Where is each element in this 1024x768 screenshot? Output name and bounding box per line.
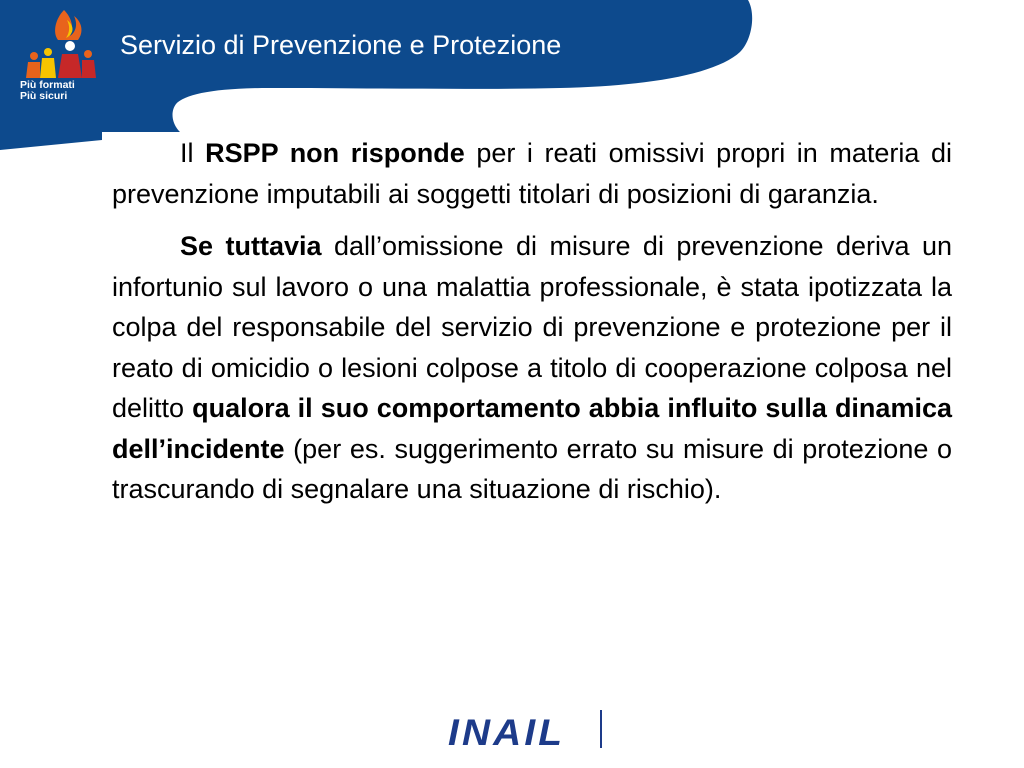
p2-rest: (per es. suggerimento errato su misure di protezione o trascurando di segnalare una situazione di rischio). <box>112 433 952 504</box>
p2-lead: Se tuttavia <box>180 231 322 261</box>
page-title: Servizio di Prevenzione e Protezione <box>120 30 562 60</box>
logo-caption-line1: Più formati <box>20 79 75 91</box>
logo-caption-line2: Più sicuri <box>20 90 68 102</box>
footer-divider <box>600 710 602 748</box>
p2-text: dall’omissione di misure di prevenzione deriva un infortunio sul lavoro o una malattia professionale, è stata ipotizzata la colpa del responsabile del servizio di prevenzione e protezione per il reato di omicidio o lesioni colpose a titolo di cooperazione colposa nel delitto <box>112 231 952 423</box>
p1-intro: Il <box>180 138 206 168</box>
slide-body <box>112 133 952 510</box>
logo-caption <box>20 80 110 102</box>
p2-emphasis: qualora il suo comportamento abbia influito sulla dinamica dell’incidente <box>112 393 952 464</box>
paragraph-2 <box>112 226 952 510</box>
paragraph-1 <box>112 133 952 214</box>
p1-rest: per i reati omissivi propri in materia di prevenzione imputabili ai soggetti titolari di posizioni di garanzia. <box>112 138 952 209</box>
p1-emphasis: RSPP non risponde <box>205 138 465 168</box>
inail-logo: INAIL <box>448 712 566 753</box>
